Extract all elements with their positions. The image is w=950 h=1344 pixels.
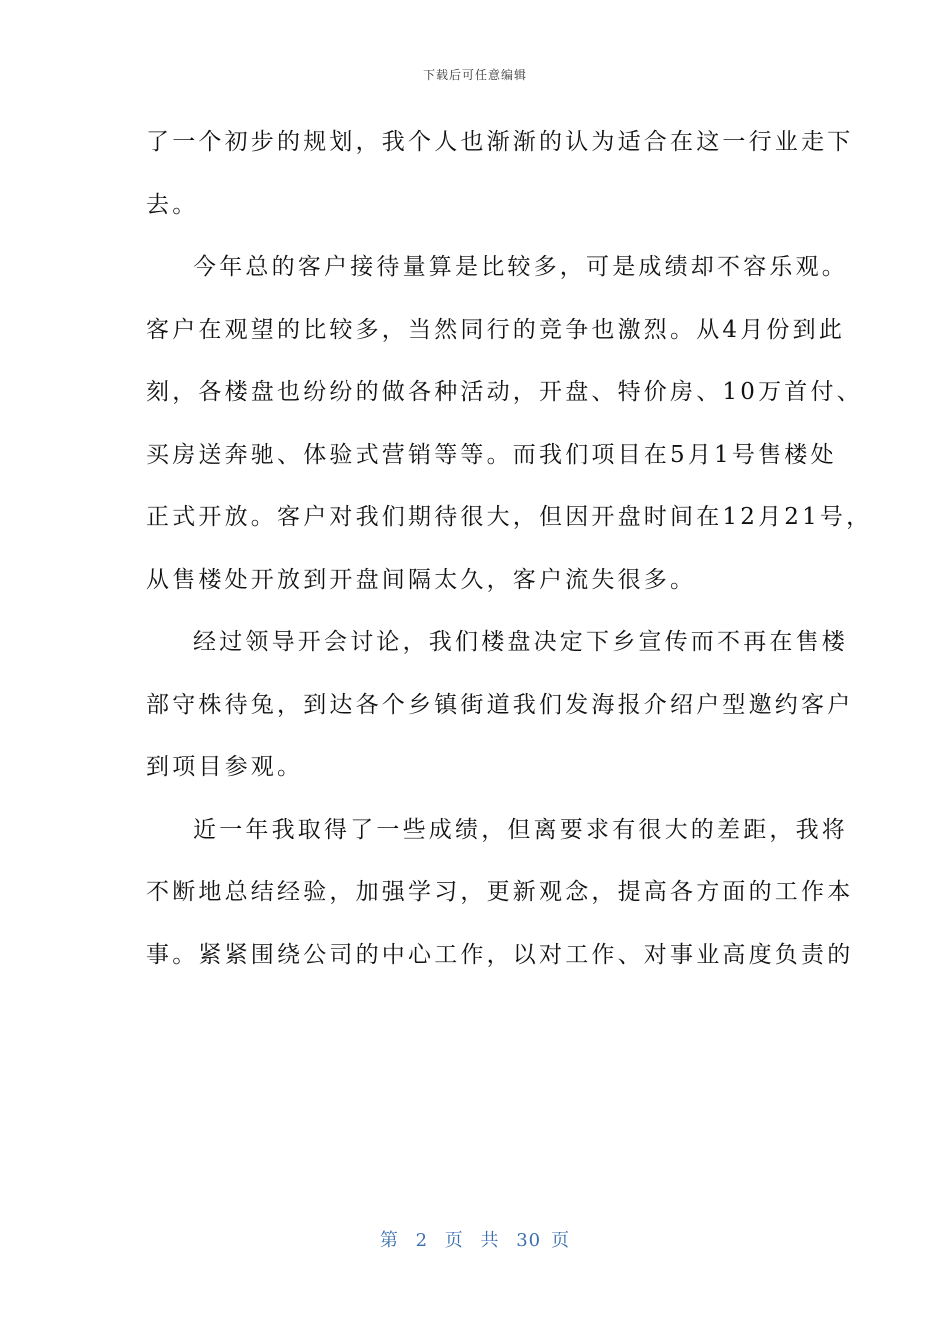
body-line: 客户在观望的比较多，当然同行的竞争也激烈。从4月份到此 <box>146 316 846 343</box>
body-line: 从售楼处开放到开盘间隔太久，客户流失很多。 <box>146 566 697 593</box>
body-line: 不断地总结经验，加强学习，更新观念，提高各方面的工作本 <box>146 879 854 905</box>
body-line: 买房送奔驰、体验式营销等等。而我们项目在5月1号售楼处 <box>146 441 837 468</box>
body-line: 去。 <box>146 191 199 218</box>
current-page-number: 2 <box>415 1230 429 1251</box>
paragraph-start-line: 经过领导开会讨论，我们楼盘决定下乡宣传而不再在售楼 <box>193 629 848 655</box>
total-page-count: 30 <box>516 1230 542 1251</box>
body-line: 刻，各楼盘也纷纷的做各种活动，开盘、特价房、10万首付、 <box>146 379 863 405</box>
document-body <box>146 117 873 992</box>
footer-page-word: 页 <box>444 1230 464 1251</box>
page-header: 下载后可任意编辑 <box>422 68 527 82</box>
body-line: 事。紧紧围绕公司的中心工作，以对工作、对事业高度负责的 <box>146 941 854 968</box>
footer-prefix: 第 <box>379 1230 399 1251</box>
body-line: 到项目参观。 <box>146 754 304 780</box>
footer-total-suffix: 页 <box>551 1230 571 1251</box>
paragraph-start-line: 今年总的客户接待量算是比较多，可是成绩却不容乐观。 <box>193 254 848 280</box>
page-footer <box>0 1226 950 1252</box>
body-line: 了一个初步的规划，我个人也渐渐的认为适合在这一行业走下 <box>146 129 854 155</box>
footer-total-word: 共 <box>480 1230 500 1251</box>
paragraph-start-line: 近一年我取得了一些成绩，但离要求有很大的差距，我将 <box>193 816 848 843</box>
body-line: 部守株待兔，到达各个乡镇街道我们发海报介绍户型邀约客户 <box>146 691 854 718</box>
body-line: 正式开放。客户对我们期待很大，但因开盘时间在12月21号， <box>146 504 873 530</box>
